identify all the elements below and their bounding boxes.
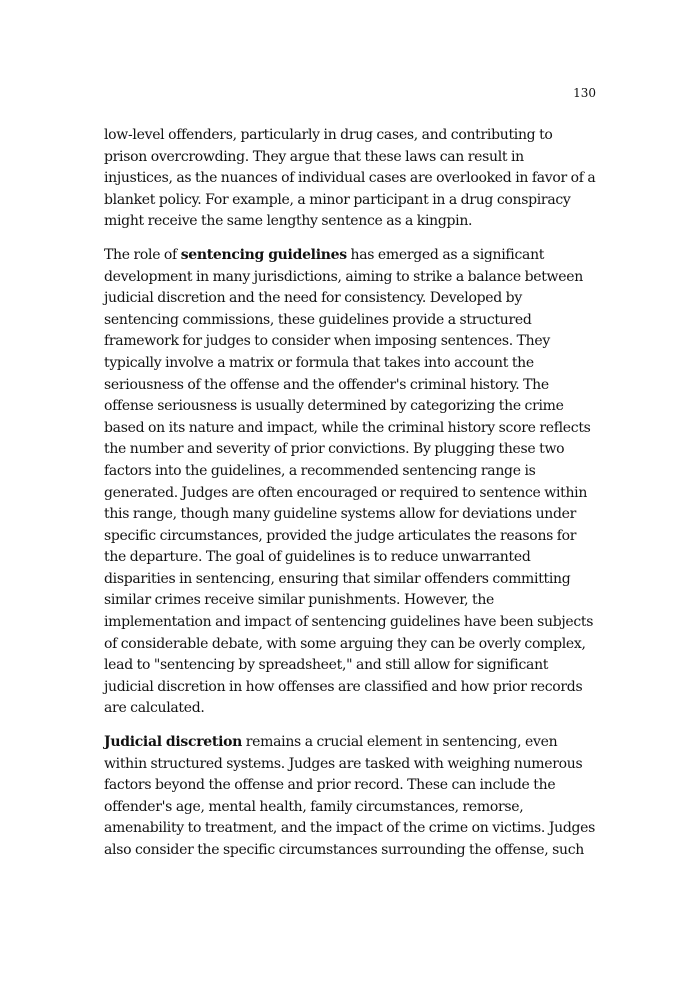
page-number: 130 [573,86,596,100]
paragraph-text: low-level offenders, particularly in drug cases, and contributing to prison overcrowding. They argue that these laws can result in injustices, as the nuances of individual cases are overlooked in favor of a blanket policy. For example, a minor participant in a drug conspiracy might receive the same lengthy sentence as a kingpin. [104,127,596,230]
paragraph-text: remains a crucial element in sentencing, even within structured systems. Judges are tasked with weighing numerous factors beyond the offense and prior record. These can include the offender's age, mental health, family circumstances, remorse, amenability to treatment, and the impact of the crime on victims. Judges also consider the specific circumstances surrounding the offense, such [104,734,596,858]
paragraph-lead: The role of [104,246,181,263]
paragraph-term: sentencing guidelines [180,246,347,263]
paragraph-sentencing-guidelines [104,245,596,720]
paragraph-text: has emerged as a significant development in many jurisdictions, aiming to strike a balance between judicial discretion and the need for consistency. Developed by sentencing commissions, these guidelines provide a structured framework for judges to consider when imposing sentences. They typically involve a matrix or formula that takes into account the seriousness of the offense and the offender's criminal history. The offense seriousness is usually determined by categorizing the crime based on its nature and impact, while the criminal history score reflects the number and severity of prior convictions. By plugging these two factors into the guidelines, a recommended sentencing range is generated. Judges are often encouraged or required to sentence within this range, though many guideline systems allow for deviations under specific circumstances, provided the judge articulates the reasons for the departure. The goal of guidelines is to reduce unwarranted disparities in sentencing, ensuring that similar offenders committing similar crimes receive similar punishments. However, the implementation and impact of sentencing guidelines have been subjects of considerable debate, with some arguing they can be overly complex, lead to "sentencing by spreadsheet," and still allow for significant judicial discretion in how offenses are classified and how prior records are calculated. [104,246,594,717]
body-text [104,125,596,874]
paragraph-judicial-discretion [104,732,596,862]
paragraph-term: Judicial discretion [104,734,243,751]
paragraph-continuation [104,125,596,233]
